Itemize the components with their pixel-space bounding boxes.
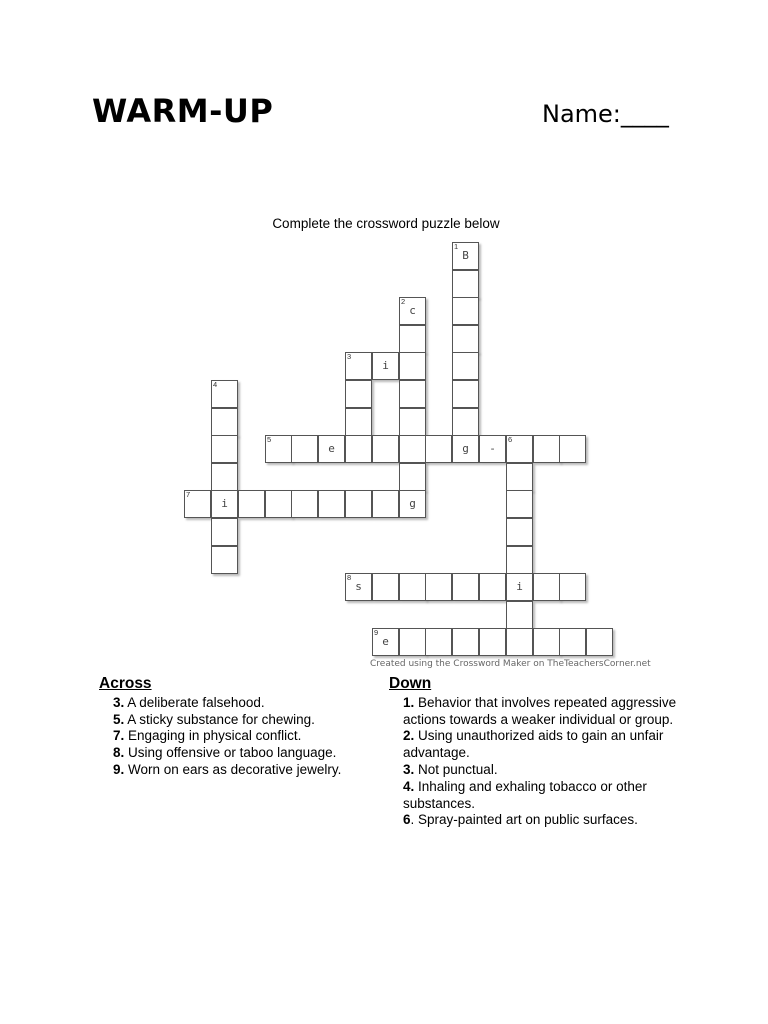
clue-number-label: 3 [347,352,352,361]
down-clue-number: 4. [403,778,415,794]
crossword-cell[interactable] [559,573,586,601]
cell-letter: g [409,497,416,510]
crossword-cell[interactable] [399,573,426,601]
crossword-cell[interactable] [211,546,238,574]
clue-number-label: 5 [267,435,272,444]
across-clue-list [99,695,369,779]
crossword-cell[interactable] [399,463,426,491]
crossword-cell[interactable] [211,518,238,546]
crossword-cell[interactable] [506,518,533,546]
crossword-cell[interactable] [345,408,372,436]
crossword-cell[interactable] [291,435,318,463]
crossword-cell[interactable] [506,463,533,491]
crossword-cell[interactable] [318,435,345,463]
name-field-label: Name:____ [542,100,669,128]
across-clue [99,745,369,762]
across-clues [99,676,369,779]
crossword-cell[interactable] [399,380,426,408]
crossword-cell[interactable] [452,352,479,380]
cell-letter: i [516,580,523,593]
crossword-cell[interactable] [479,628,506,656]
down-clues [389,676,679,829]
across-clue [99,695,369,712]
cell-letter: i [221,497,228,510]
across-clue [99,762,369,779]
down-clue-text: Not punctual. [414,761,498,777]
across-clue-number: 5. [113,711,125,727]
crossword-cell[interactable] [211,490,238,518]
crossword-cell[interactable] [452,380,479,408]
cell-letter: c [409,304,416,317]
crossword-cell[interactable] [506,601,533,629]
cell-letter: g [462,442,469,455]
crossword-cell[interactable] [211,380,238,408]
crossword-cell[interactable] [399,297,426,325]
clue-number-label: 4 [213,380,218,389]
crossword-cell[interactable] [452,573,479,601]
across-clue-text: A deliberate falsehood. [124,694,265,710]
crossword-cell[interactable] [586,628,613,656]
crossword-cell[interactable] [211,463,238,491]
crossword-cell[interactable] [372,628,399,656]
crossword-cell[interactable] [479,435,506,463]
cell-letter: i [382,359,389,372]
clue-number-label: 9 [374,628,379,637]
crossword-cell[interactable] [372,352,399,380]
crossword-cell[interactable] [452,408,479,436]
crossword-cell[interactable] [506,628,533,656]
across-clue [99,728,369,745]
crossword-cell[interactable] [533,435,560,463]
crossword-cell[interactable] [452,325,479,353]
crossword-cell[interactable] [265,435,292,463]
crossword-cell[interactable] [399,408,426,436]
across-clue [99,712,369,729]
crossword-cell[interactable] [211,408,238,436]
down-clue-number: 3. [403,761,415,777]
down-heading: Down [389,675,432,692]
down-clue [389,695,679,729]
across-heading: Across [99,675,152,692]
clue-number-label: 8 [347,573,352,582]
puzzle-instructions: Complete the crossword puzzle below [272,216,500,231]
across-clue-number: 7. [113,728,125,744]
crossword-cell[interactable] [452,435,479,463]
crossword-cell[interactable] [506,435,533,463]
crossword-cell[interactable] [184,490,211,518]
down-clue [389,762,679,779]
crossword-cell[interactable] [425,435,452,463]
across-clue-text: Engaging in physical conflict. [124,728,302,744]
crossword-cell[interactable] [345,435,372,463]
crossword-cell[interactable] [238,490,265,518]
cell-letter: s [355,580,362,593]
crossword-cell[interactable] [399,352,426,380]
cell-letter: e [328,442,335,455]
down-clue-number: 6 [403,812,411,828]
down-clue-text: . Spray-painted art on public surfaces. [410,812,638,828]
down-clue [389,812,679,829]
down-clue-text: Behavior that involves repeated aggressive actions towards a weaker individual or group. [403,694,677,727]
crossword-cell[interactable] [399,435,426,463]
crossword-cell[interactable] [425,628,452,656]
crossword-cell[interactable] [345,573,372,601]
puzzle-credit: Created using the Crossword Maker on TheTeachersCorner.net [370,659,651,669]
crossword-cell[interactable] [533,573,560,601]
across-clue-text: Worn on ears as decorative jewelry. [124,761,342,777]
crossword-cell[interactable] [291,490,318,518]
clue-number-label: 1 [454,242,459,251]
across-clue-text: A sticky substance for chewing. [124,711,315,727]
cell-letter: B [462,249,469,262]
crossword-cell[interactable] [452,270,479,298]
down-clue-text: Inhaling and exhaling tobacco or other substances. [403,778,647,811]
crossword-cell[interactable] [506,573,533,601]
crossword-cell[interactable] [452,628,479,656]
down-clue [389,779,679,813]
crossword-cell[interactable] [211,435,238,463]
clue-number-label: 6 [508,435,513,444]
crossword-cell[interactable] [452,242,479,270]
crossword-cell[interactable] [372,573,399,601]
crossword-cell[interactable] [399,325,426,353]
clue-number-label: 7 [186,490,191,499]
clue-number-label: 2 [401,297,406,306]
cell-letter: - [489,442,496,455]
down-clue-text: Using unauthorized aids to gain an unfair advantage. [403,728,664,761]
crossword-cell[interactable] [479,573,506,601]
down-clue [389,728,679,762]
crossword-cell[interactable] [506,546,533,574]
crossword-cell[interactable] [345,352,372,380]
across-clue-number: 3. [113,694,125,710]
crossword-cell[interactable] [399,628,426,656]
crossword-cell[interactable] [506,490,533,518]
down-clue-number: 1. [403,694,415,710]
crossword-cell[interactable] [533,628,560,656]
crossword-cell[interactable] [372,490,399,518]
down-clue-number: 2. [403,728,415,744]
across-clue-number: 9. [113,761,125,777]
crossword-cell[interactable] [318,490,345,518]
crossword-cell[interactable] [372,435,399,463]
crossword-cell[interactable] [345,380,372,408]
crossword-cell[interactable] [265,490,292,518]
crossword-cell[interactable] [425,573,452,601]
crossword-cell[interactable] [559,435,586,463]
page-title: WARM-UP [92,92,274,130]
crossword-cell[interactable] [399,490,426,518]
crossword-cell[interactable] [559,628,586,656]
across-clue-text: Using offensive or taboo language. [124,745,337,761]
crossword-cell[interactable] [452,297,479,325]
crossword-cell[interactable] [345,490,372,518]
down-clue-list [389,695,679,829]
cell-letter: e [382,635,389,648]
across-clue-number: 8. [113,745,125,761]
